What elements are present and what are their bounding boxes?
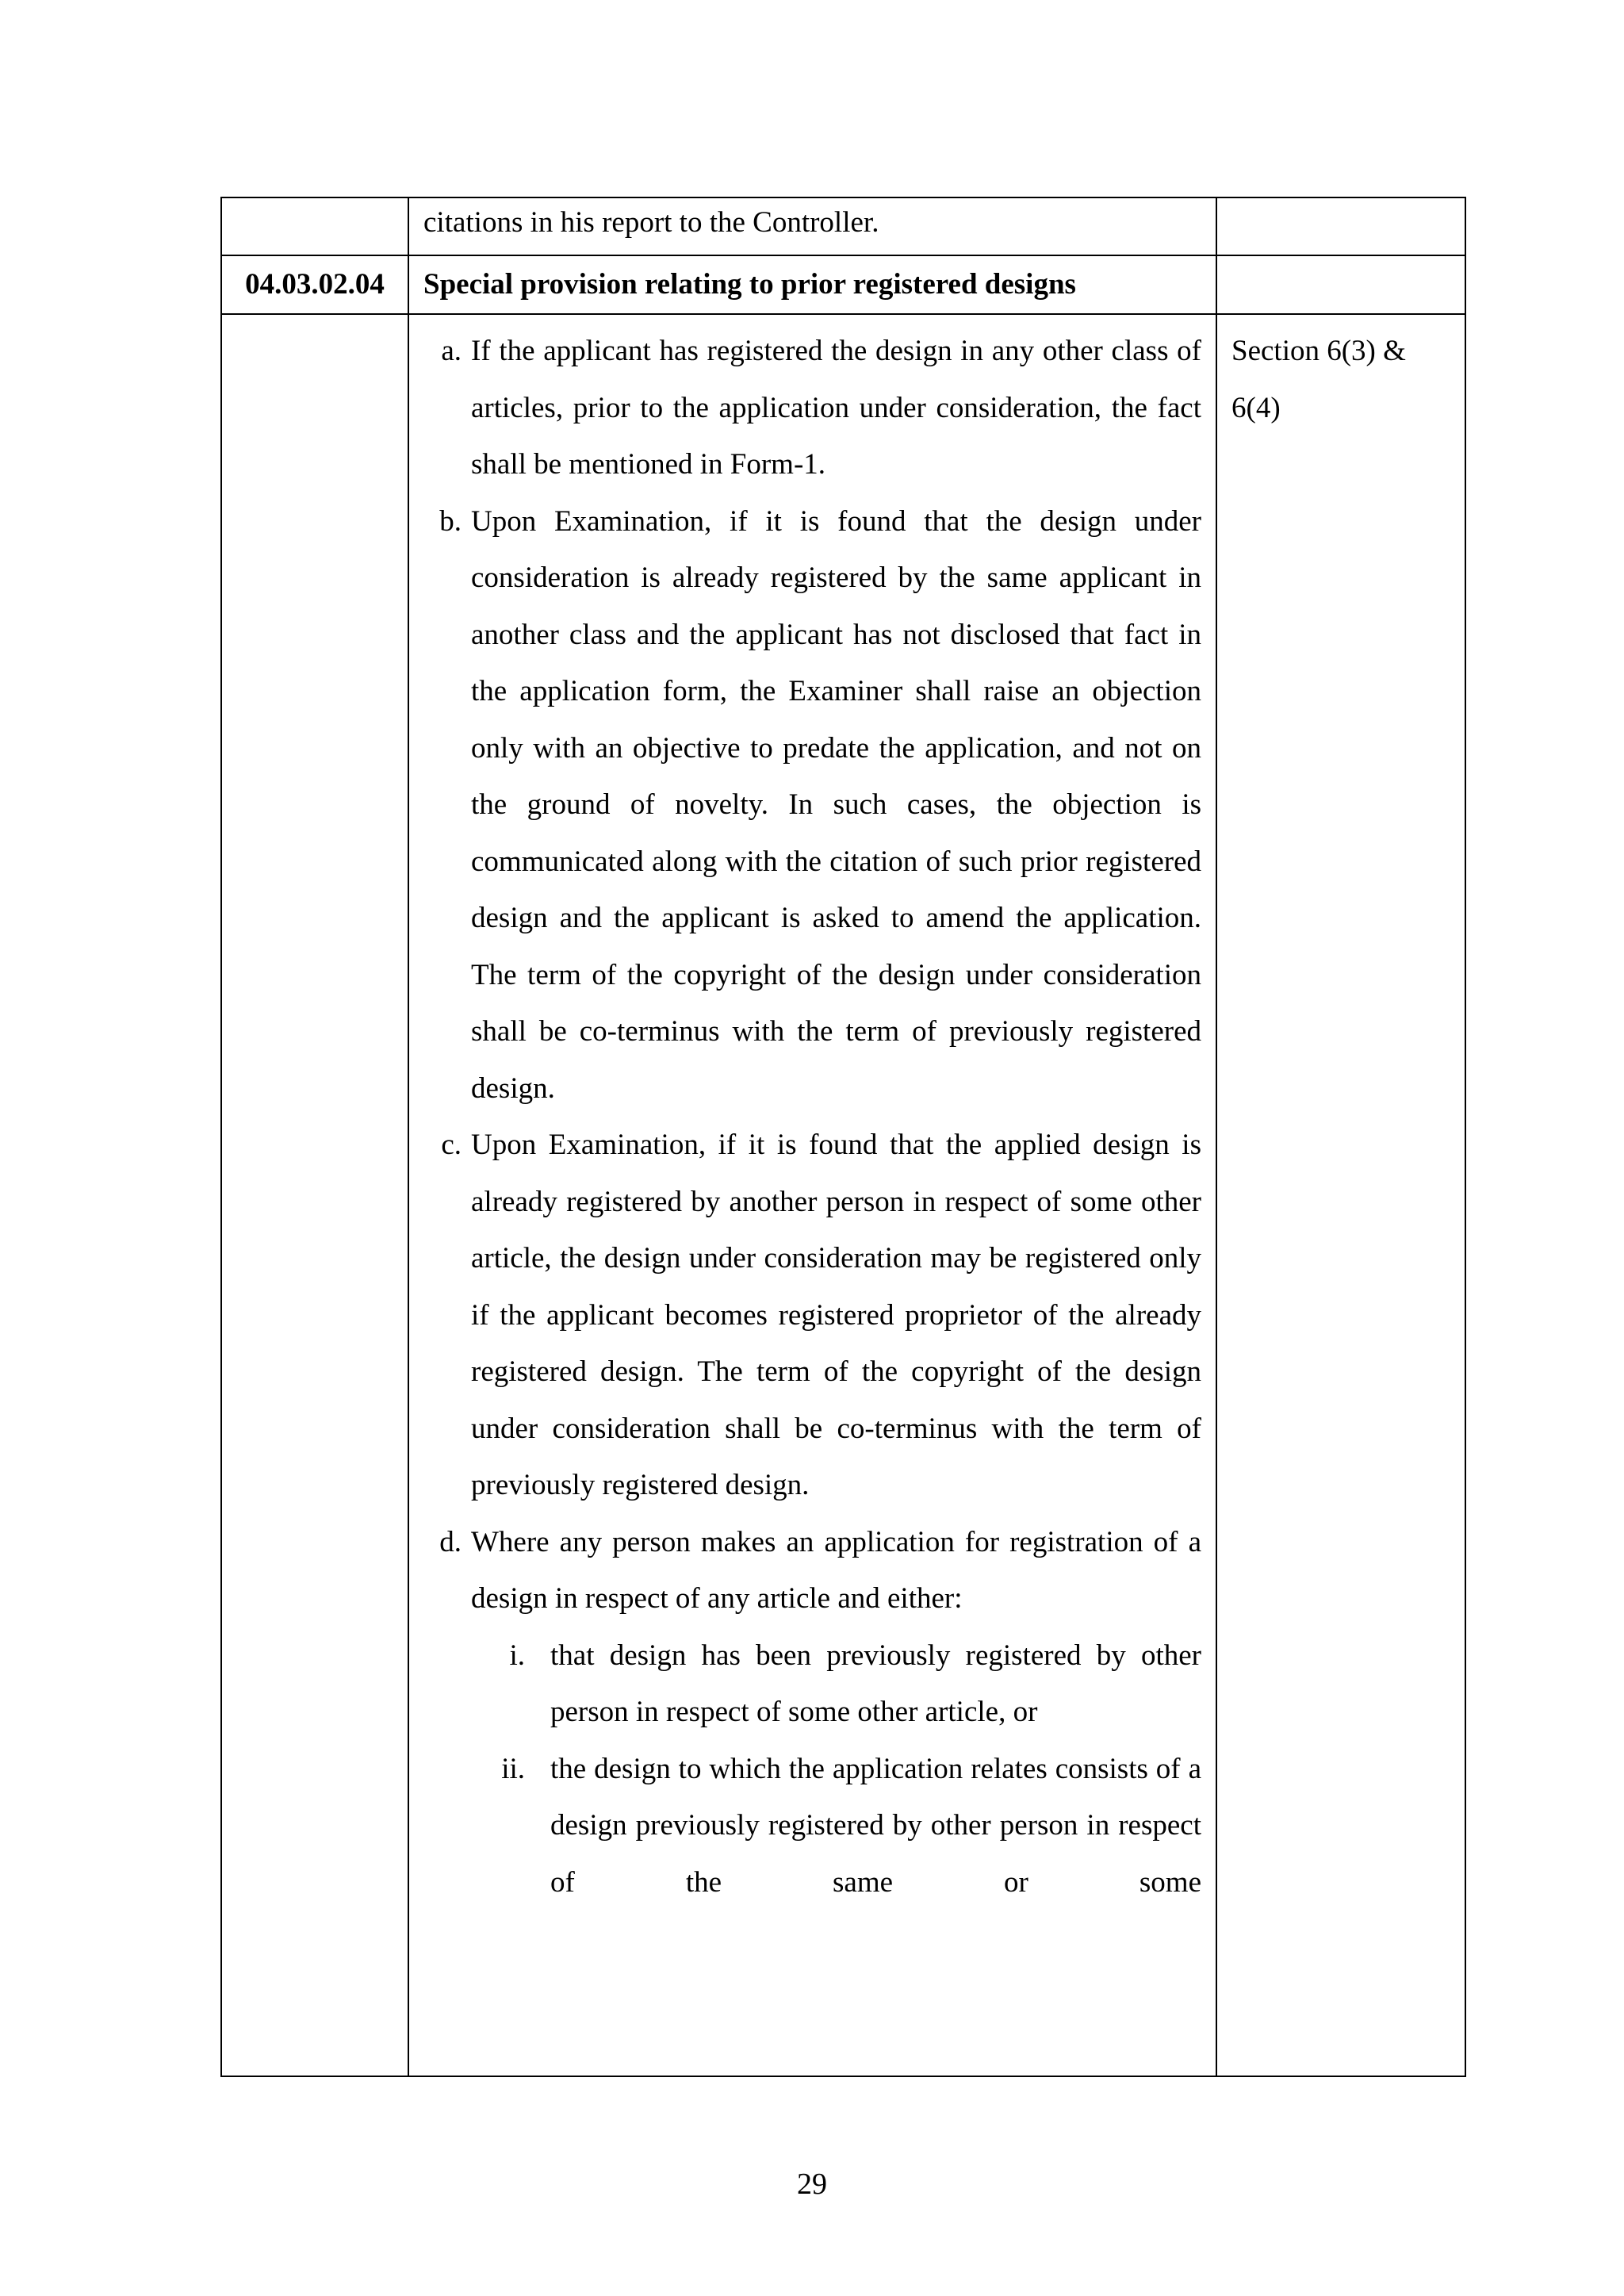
section-body-row [221,314,1465,2076]
continuation-row [221,197,1465,255]
list-item [423,493,1201,1117]
list-item-marker: d. [439,1525,462,1558]
provision-list [409,315,1216,1911]
sub-list-item-text: the design to which the application relates consists of a design previously registered by other person in respect of the same or some [550,1752,1201,1899]
continuation-number-cell [221,197,408,255]
legal-reference: Section 6(3) & 6(4) [1231,335,1406,424]
body-reference-cell [1216,314,1465,2076]
body-content-cell [408,314,1216,2076]
sub-list-item [471,1627,1201,1741]
list-item-text: Where any person makes an application for registration of a design in respect of any article and either: [471,1525,1201,1615]
section-reference-cell [1216,255,1465,314]
page-number: 29 [797,2168,827,2201]
sub-list-item-marker: ii. [501,1752,525,1785]
section-number: 04.03.02.04 [245,268,385,301]
sub-list-item-text: that design has been previously registered by other person in respect of some other article, or [550,1639,1201,1728]
design-examination-table [220,197,1466,2077]
section-heading-row [221,255,1465,314]
section-title-cell [408,255,1216,314]
continuation-text: citations in his report to the Controller. [423,206,879,239]
list-item-marker: c. [441,1129,462,1161]
section-number-cell [221,255,408,314]
continuation-reference-cell [1216,197,1465,255]
list-item-text: Upon Examination, if it is found that the design under consideration is already registered by the same applicant in another class and the applicant has not disclosed that fact in the application form, the Examiner shall raise an objection only with an objective to predate the application, and not on the ground of novelty. In such cases, the objection is communicated along with the citation of such prior registered design and the applicant is asked to amend the application. The term of the copyright of the design under consideration shall be co-terminus with the term of previously registered design. [471,504,1201,1105]
body-number-cell [221,314,408,2076]
list-item-marker: b. [439,504,462,538]
list-item [423,323,1201,493]
list-item-text: Upon Examination, if it is found that the applied design is already registered by another person in respect of some other article, the design under consideration may be registered only if the applicant becomes registered proprietor of the already registered design. The term of the copyright of the design under consideration shall be co-terminus with the term of previously registered design. [471,1129,1201,1501]
sub-list-item-marker: i. [509,1639,525,1672]
continuation-content-cell [408,197,1216,255]
sub-list-item [471,1741,1201,1911]
list-item [423,1117,1201,1514]
list-item-marker: a. [441,335,462,367]
section-title: Special provision relating to prior registered designs [423,268,1076,301]
sub-list [471,1627,1201,1911]
list-item-text: If the applicant has registered the design in any other class of articles, prior to the application under consideration, the fact shall be mentioned in Form-1. [471,335,1201,481]
list-item [423,1514,1201,1627]
